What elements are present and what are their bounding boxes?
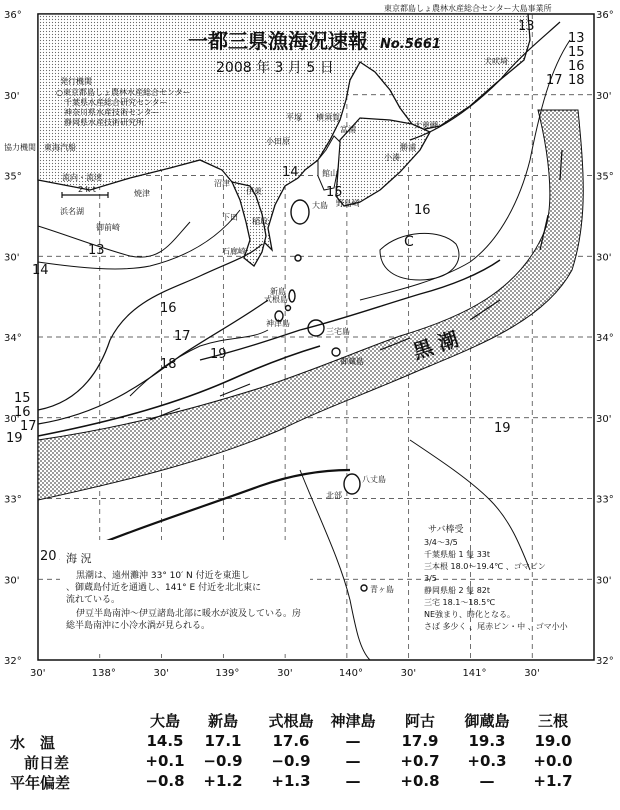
report-title: 一都三県漁海況速報 [188,29,368,53]
cold-eddy-label: C [404,234,414,250]
kaikyo-line: 黒潮は、遠州灘沖 33° 10′ N 付近を東進し [76,571,250,581]
saba-line: 三宅 18.1～18.5℃ [424,598,496,607]
isotherm-label-15ne: 15 [568,45,585,60]
isotherm-label-14c: 14 [282,165,299,180]
latitude-label-left: 32° [4,656,22,667]
latitude-label-right: 30' [596,413,612,425]
place-inubozaki: 犬吠埼 [484,57,508,66]
table-cell: −0.9 [271,752,311,770]
island-niijima [289,290,295,302]
latitude-label-right: 36° [596,10,614,21]
island-hachijojima [344,474,360,494]
place-kominato: 小湊 [384,153,400,162]
place-katsuura: 勝浦 [400,143,416,152]
issuer-line: ○東京都島しょ農林水産総合センター [56,88,191,97]
saba-line: 3/5 [424,574,437,583]
latitude-label-right: 35° [596,171,614,183]
isotherm-label-13ne: 13 [518,19,535,34]
table-cell: +1.3 [271,772,311,790]
saba-line: 静岡県船 2 隻 82t [424,586,491,595]
place-yaizu: 焼津 [134,189,150,198]
longitude-label: 30' [400,668,417,679]
place-aogashima: 青ヶ島 [370,585,394,594]
table-row-label: 平年偏差 [10,774,71,792]
isotherm-label-18ne: 18 [568,73,585,88]
table-cell: 17.1 [204,732,242,750]
table-cell: +1.2 [203,772,243,790]
isotherm-label-13: 13 [88,243,105,258]
issuers-heading: 発行機関 [60,77,92,86]
latitude-label-right: 34° [596,333,614,344]
table-row [0,752,620,772]
place-inatori: 稲取 [252,217,268,226]
table-cell: −0.9 [203,752,243,770]
table-cell: 17.9 [401,732,439,750]
table-header-row [0,710,620,730]
table-column-header: 新島 [207,712,238,730]
isotherm-label-13ne2: 13 [568,31,585,46]
saba-line: さば 多少く 、尾赤ビン・中 、ゴマ小小 [424,622,568,631]
place-hiratsuka: 平塚 [286,113,302,122]
place-yokosuka: 横須賀 [316,113,340,122]
isotherm-label-17w: 17 [20,419,37,434]
kaikyo-line: 総半島南沖に小冷水渦が見られる。 [66,621,211,631]
table-cell: 19.0 [534,732,572,750]
latitude-label-right: 33° [596,494,614,506]
place-nojimazaki: 野島崎 [336,199,360,208]
place-shimoda: 下田 [222,213,238,222]
isotherm-label-15c: 15 [326,185,343,200]
place-taito: 太東岬 [414,121,438,130]
table-column-header: 三根 [537,712,568,730]
kaikyo-line: 流れている。 [66,595,121,605]
table-row [0,772,620,792]
table-cell: 17.6 [272,732,310,750]
report-number: No.5661 [380,37,441,52]
table-row-label: 前日差 [24,754,70,772]
table-cell: 19.3 [468,732,506,750]
latitude-label-left: 36° [4,10,22,21]
longitude-label: 30' [153,668,170,679]
latitude-label-right: 30' [596,575,612,587]
isotherm-label-16w: 16 [14,405,31,420]
saba-line: 3/4～3/5 [424,538,458,547]
table-cell: — [345,752,361,770]
isotherm-label-15: 15 [14,391,31,406]
table-row [0,732,620,752]
table-cell: +0.0 [533,752,573,770]
longitude-label: 138° [91,668,116,679]
place-shikinejima: 式根島 [264,295,288,304]
table-cell: — [479,772,495,790]
latitude-label-left: 30' [4,90,20,102]
issuer-line: 静岡県水産技術研究所 [64,118,144,127]
place-oshima: 大島 [312,201,328,210]
kaikyo-title: 海 況 [66,552,92,565]
place-numazu: 沼津 [214,179,230,188]
table-row-label: 水 温 [10,734,56,752]
place-hamanako: 浜名湖 [60,207,84,216]
longitude-label: 30' [30,668,46,679]
latitude-label-left: 30' [4,575,20,587]
table-column-header: 阿古 [404,712,435,730]
table-cell: +0.8 [400,772,440,790]
isotherm-label-18: 18 [160,357,177,372]
place-odawara: 小田原 [266,137,290,146]
isotherm-label-16: 16 [160,301,177,316]
table-cell: +0.7 [400,752,440,770]
place-mikurajima: 御蔵島 [340,357,364,366]
latitude-label-right: 30' [596,252,612,264]
table-column-header: 神津島 [330,712,376,730]
current-legend-label: 流向・流速 [62,173,102,182]
current-legend-scale: 2 k t [78,185,96,194]
latitude-label-left: 30' [4,252,20,264]
place-tomiura: 富浦 [340,125,356,134]
isotherm-label-17ne: 17 [546,73,563,88]
longitude-label: 141° [462,668,487,679]
table-cell: +1.7 [533,772,573,790]
isotherm-label-19: 19 [210,347,227,362]
table-cell: — [345,732,361,750]
table-column-header: 大島 [149,712,180,730]
cooperation-label: 協力機関 東海汽船 [4,143,76,152]
issuer-line: 神奈川県水産技術センター [64,108,160,117]
place-tateyama: 館山 [322,169,338,178]
longitude-label: 30' [277,668,293,679]
isotherm-label-19w: 19 [6,431,23,446]
island-shikinejima [286,306,291,311]
latitude-label-left: 33° [4,494,22,506]
place-niijima: 新島 [270,287,286,296]
saba-line: NE強まり、時化となる。 [424,610,516,619]
isotherm-label-16c: 16 [414,203,431,218]
island-mikurajima [332,348,340,356]
latitude-label-left: 34° [4,333,22,344]
island-toshima [295,255,301,261]
table-cell: 14.5 [146,732,184,750]
place-irozaki: 石廊崎 [222,247,246,256]
kaikyo-line: 、御蔵島付近を通過し、141° E 付近を北北東に [66,583,262,593]
latitude-label-left: 30' [4,413,20,425]
longitude-label: 140° [338,668,363,679]
saba-line: 千葉県船 1 隻 33t [424,550,491,559]
isotherm-label-19e: 19 [494,421,511,436]
latitude-label-right: 32° [596,656,614,667]
isotherm-label-14: 14 [32,263,49,278]
kuroshio-label: 黒 潮 [409,326,462,364]
table-column-header: 御蔵島 [464,712,510,730]
table-column-header: 式根島 [268,712,314,730]
place-ito: 伊東 [246,187,262,196]
latitude-label-left: 35° [4,171,22,183]
island-aogashima [361,585,367,591]
table-cell: +0.1 [145,752,185,770]
place-mikura-north: 北部 [326,491,342,500]
island-oshima [291,200,309,224]
table-cell: −0.8 [145,772,185,790]
longitude-label: 139° [215,668,240,679]
water-temperature-table [0,700,620,810]
corner-note: 東京都島しょ農林水産総合センター大島事業所 [384,4,552,13]
kaikyo-line: 伊豆半島南沖～伊豆諸島北部に暖水が波及している。房 [76,609,302,619]
isotherm-label-20: 20 [40,549,57,564]
place-omaezaki: 御前崎 [96,223,120,232]
place-hachijojima: 八丈島 [362,475,386,484]
isotherm-label-16ne: 16 [568,59,585,74]
table-cell: +0.3 [467,752,507,770]
place-kozushima: 神津島 [266,319,290,328]
issuer-line: 千葉県水産総合研究センター [64,98,168,107]
place-miyakejima: 三宅島 [326,327,350,336]
longitude-label: 30' [524,668,540,679]
isotherm-label-17: 17 [174,329,191,344]
table-cell: — [345,772,361,790]
latitude-label-right: 30' [596,90,612,102]
report-date: 2008 年 3 月 5 日 [216,60,334,76]
saba-title: サバ棒受 [428,525,464,535]
saba-line: 三本根 18.0～19.4℃ 、ゴマビン [424,562,546,571]
